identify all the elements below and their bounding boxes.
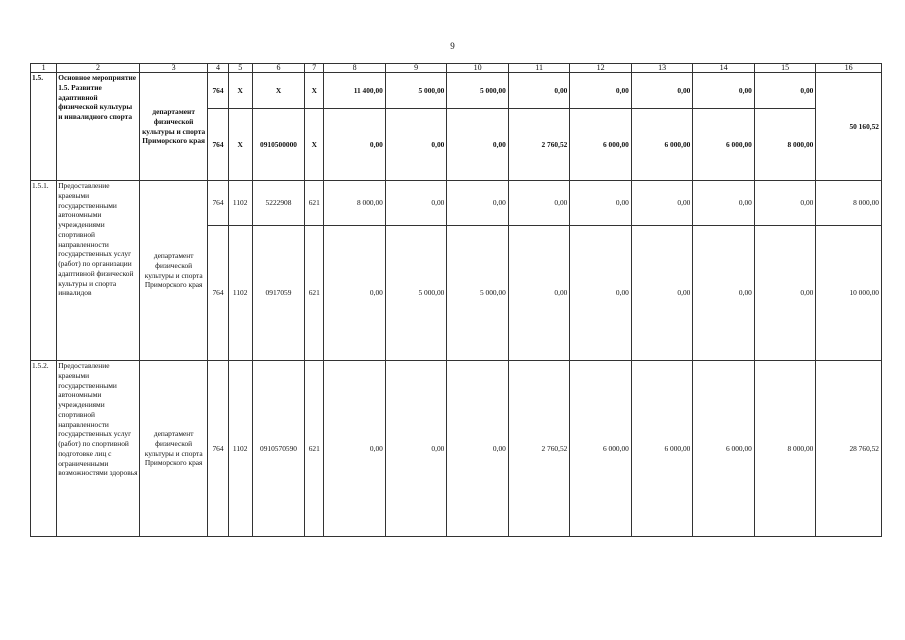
cell-col14: 6 000,00: [693, 109, 755, 181]
cell-col14: 0,00: [693, 73, 755, 109]
cell-col7: X: [305, 109, 324, 181]
cell-col12: 0,00: [570, 181, 632, 226]
cell-col15: 0,00: [754, 73, 816, 109]
row-name: Предоставление краевыми государственными автономными учреждениями спортивной направленности государственных услуг (работ) по спортивной подготовке лиц с ограниченными возможностями здоровья: [57, 361, 140, 537]
cell-col9: 0,00: [385, 109, 447, 181]
header-cell: 12: [570, 64, 632, 73]
cell-col5: X: [228, 73, 252, 109]
row-department: департамент физической культуры и спорта Приморского края: [139, 361, 208, 537]
cell-col10: 0,00: [447, 181, 509, 226]
cell-col4: 764: [208, 73, 228, 109]
cell-col8: 0,00: [324, 226, 386, 361]
cell-col7: 621: [305, 226, 324, 361]
cell-col15: 0,00: [754, 226, 816, 361]
cell-col4: 764: [208, 181, 228, 226]
header-row: [31, 64, 882, 73]
header-cell: 11: [508, 64, 570, 73]
cell-col11: 2 760,52: [508, 109, 570, 181]
budget-table: [30, 63, 882, 537]
cell-total: 10 000,00: [816, 226, 882, 361]
header-cell: 5: [228, 64, 252, 73]
cell-col13: 6 000,00: [631, 109, 693, 181]
cell-col13: 0,00: [631, 181, 693, 226]
cell-col5: 1102: [228, 226, 252, 361]
cell-col4: 764: [208, 361, 228, 537]
cell-col7: 621: [305, 181, 324, 226]
cell-col8: 0,00: [324, 361, 386, 537]
cell-col15: 0,00: [754, 181, 816, 226]
cell-col10: 0,00: [447, 109, 509, 181]
cell-col14: 0,00: [693, 226, 755, 361]
row-department: департамент физической культуры и спорта Приморского края: [139, 73, 208, 181]
cell-col13: 0,00: [631, 73, 693, 109]
cell-col15: 8 000,00: [754, 109, 816, 181]
table-row: [31, 361, 882, 537]
cell-col10: 5 000,00: [447, 73, 509, 109]
cell-col12: 0,00: [570, 73, 632, 109]
header-cell: 3: [139, 64, 208, 73]
cell-col9: 5 000,00: [385, 226, 447, 361]
cell-total: 8 000,00: [816, 181, 882, 226]
cell-col6: 0910500000: [252, 109, 304, 181]
row-name: Предоставление краевыми государственными автономными учреждениями спортивной направленности государственных услуг (работ) по организации адаптивной физической культуры и спорта инвалидов: [57, 181, 140, 361]
cell-col6: 0917059: [252, 226, 304, 361]
cell-col14: 6 000,00: [693, 361, 755, 537]
cell-col7: 621: [305, 361, 324, 537]
cell-col11: 0,00: [508, 73, 570, 109]
cell-col6: 0910570590: [252, 361, 304, 537]
row-number: 1.5.1.: [31, 181, 57, 361]
cell-col4: 764: [208, 226, 228, 361]
cell-col7: X: [305, 73, 324, 109]
header-cell: 2: [57, 64, 140, 73]
cell-total: 50 160,52: [816, 73, 882, 181]
cell-col8: 11 400,00: [324, 73, 386, 109]
cell-col8: 8 000,00: [324, 181, 386, 226]
cell-col11: 2 760,52: [508, 361, 570, 537]
cell-col9: 5 000,00: [385, 73, 447, 109]
table-row: [31, 73, 882, 109]
cell-col12: 6 000,00: [570, 109, 632, 181]
header-cell: 14: [693, 64, 755, 73]
cell-col11: 0,00: [508, 226, 570, 361]
cell-col13: 0,00: [631, 226, 693, 361]
header-cell: 15: [754, 64, 816, 73]
page-number: 9: [450, 41, 455, 51]
cell-col5: 1102: [228, 181, 252, 226]
header-cell: 4: [208, 64, 228, 73]
row-name: Основное мероприятие 1.5. Развитие адаптивной физической культуры и инвалидного спорта: [57, 73, 140, 181]
header-cell: 16: [816, 64, 882, 73]
cell-col5: 1102: [228, 361, 252, 537]
header-cell: 1: [31, 64, 57, 73]
header-cell: 6: [252, 64, 304, 73]
row-department: департамент физической культуры и спорта Приморского края: [139, 181, 208, 361]
cell-col12: 6 000,00: [570, 361, 632, 537]
cell-col15: 8 000,00: [754, 361, 816, 537]
cell-col5: X: [228, 109, 252, 181]
cell-col6: 5222908: [252, 181, 304, 226]
header-cell: 8: [324, 64, 386, 73]
row-number: 1.5.2.: [31, 361, 57, 537]
header-cell: 10: [447, 64, 509, 73]
cell-col6: X: [252, 73, 304, 109]
row-number: 1.5.: [31, 73, 57, 181]
cell-col10: 5 000,00: [447, 226, 509, 361]
cell-col12: 0,00: [570, 226, 632, 361]
cell-col4: 764: [208, 109, 228, 181]
table-row: [31, 181, 882, 226]
cell-col10: 0,00: [447, 361, 509, 537]
header-cell: 7: [305, 64, 324, 73]
cell-col13: 6 000,00: [631, 361, 693, 537]
cell-col11: 0,00: [508, 181, 570, 226]
header-cell: 13: [631, 64, 693, 73]
cell-col14: 0,00: [693, 181, 755, 226]
cell-total: 28 760,52: [816, 361, 882, 537]
header-cell: 9: [385, 64, 447, 73]
cell-col8: 0,00: [324, 109, 386, 181]
cell-col9: 0,00: [385, 361, 447, 537]
cell-col9: 0,00: [385, 181, 447, 226]
